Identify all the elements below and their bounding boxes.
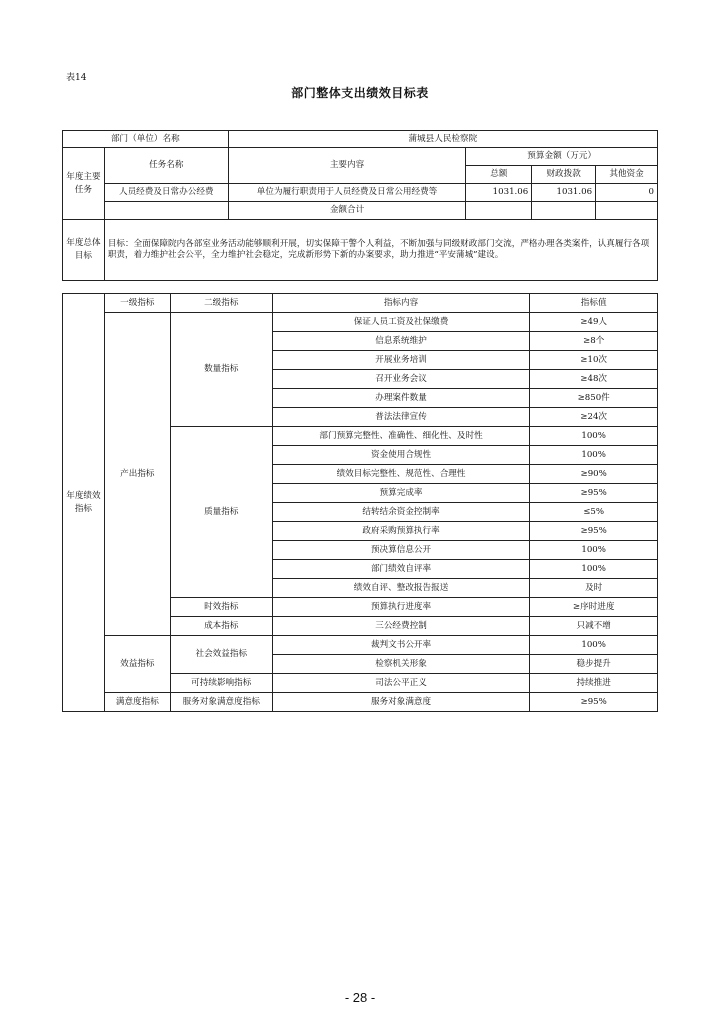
indicator-content: 部门预算完整性、准确性、细化性、及时性	[272, 427, 530, 446]
indicator-content: 信息系统维护	[272, 332, 530, 351]
page-title: 部门整体支出绩效目标表	[291, 86, 429, 100]
indicator-content: 保证人员工资及社保缴费	[272, 313, 530, 332]
table-row	[63, 636, 658, 655]
indicator-content: 召开业务会议	[272, 370, 530, 389]
indicator-content: 检察机关形象	[272, 655, 530, 674]
indicator-content: 司法公平正义	[272, 674, 530, 693]
level2-timeliness: 时效指标	[170, 598, 272, 617]
indicator-value: ≥8个	[530, 332, 658, 351]
dept-name-label: 部门（单位）名称	[63, 131, 229, 148]
indicator-content: 裁判文书公开率	[272, 636, 530, 655]
indicator-content: 预算完成率	[272, 484, 530, 503]
indicator-content: 部门绩效自评率	[272, 560, 530, 579]
indicator-value: 持续推进	[530, 674, 658, 693]
annual-task-section-label: 年度主要任务	[63, 148, 105, 220]
indicator-content: 绩效目标完整性、规范性、合理性	[272, 465, 530, 484]
level2-social: 社会效益指标	[170, 636, 272, 674]
annual-goal-text: 目标：全面保障院内各部室业务活动能够顺利开展，切实保障干警个人利益，不断加强与同级财政部门交流，严格办理各类案件，认真履行各项职责，着力维护社会公平，全力维护社会稳定，完成新形势下新的办案要求，助力推进“平安蒲城”建设。	[104, 220, 657, 281]
sum-fiscal-cell	[532, 202, 596, 220]
indicator-value: ≥850件	[530, 389, 658, 408]
indicator-value: 100%	[530, 636, 658, 655]
indicator-value: ≥90%	[530, 465, 658, 484]
sum-empty-cell	[104, 202, 228, 220]
indicator-content: 资金使用合规性	[272, 446, 530, 465]
level2-service: 服务对象满意度指标	[170, 693, 272, 712]
task-name-header: 任务名称	[104, 148, 228, 184]
indicator-value: ≥10次	[530, 351, 658, 370]
task-row	[63, 184, 658, 202]
value-header: 指标值	[530, 294, 658, 313]
annual-goal-section-label: 年度总体目标	[63, 220, 105, 281]
indicator-content: 政府采购预算执行率	[272, 522, 530, 541]
level1-output: 产出指标	[104, 313, 170, 636]
sum-total-cell	[466, 202, 532, 220]
indicator-value: 稳步提升	[530, 655, 658, 674]
indicator-value: ≤5%	[530, 503, 658, 522]
sum-label-cell: 金额合计	[228, 202, 466, 220]
indicator-value: ≥24次	[530, 408, 658, 427]
task-fiscal-cell: 1031.06	[532, 184, 596, 202]
total-header: 总额	[466, 166, 532, 184]
sum-other-cell	[596, 202, 658, 220]
table-row	[63, 313, 658, 332]
indicator-content: 预决算信息公开	[272, 541, 530, 560]
content-header: 指标内容	[272, 294, 530, 313]
indicator-value: ≥49人	[530, 313, 658, 332]
indicator-content: 绩效自评、整改报告报送	[272, 579, 530, 598]
level2-sustainable: 可持续影响指标	[170, 674, 272, 693]
indicator-table	[62, 293, 658, 712]
indicator-value: 只减不增	[530, 617, 658, 636]
indicator-header-row	[63, 294, 658, 313]
page-label: 表14	[66, 73, 87, 83]
indicator-content: 普法法律宣传	[272, 408, 530, 427]
fiscal-header: 财政拨款	[532, 166, 596, 184]
indicator-value: 及时	[530, 579, 658, 598]
level2-quality: 质量指标	[170, 427, 272, 598]
budget-amount-header: 预算金额（万元）	[466, 148, 658, 166]
indicator-content: 结转结余资金控制率	[272, 503, 530, 522]
indicator-content: 办理案件数量	[272, 389, 530, 408]
indicator-content: 三公经费控制	[272, 617, 530, 636]
level2-header: 二级指标	[170, 294, 272, 313]
level2-quantity: 数量指标	[170, 313, 272, 427]
indicator-value: 100%	[530, 427, 658, 446]
table-row	[63, 693, 658, 712]
other-funds-header: 其他资金	[596, 166, 658, 184]
indicator-value: ≥95%	[530, 522, 658, 541]
dept-name-value: 蒲城县人民检察院	[228, 131, 657, 148]
task-content-cell: 单位为履行职责用于人员经费及日常公用经费等	[228, 184, 466, 202]
task-total-cell: 1031.06	[466, 184, 532, 202]
indicator-value: ≥95%	[530, 484, 658, 503]
task-name-cell: 人员经费及日常办公经费	[104, 184, 228, 202]
indicator-content: 开展业务培训	[272, 351, 530, 370]
indicator-content: 预算执行进度率	[272, 598, 530, 617]
level1-header: 一级指标	[104, 294, 170, 313]
indicator-value: ≥95%	[530, 693, 658, 712]
indicator-value: 100%	[530, 446, 658, 465]
indicator-content: 服务对象满意度	[272, 693, 530, 712]
indicator-value: ≥48次	[530, 370, 658, 389]
task-table	[62, 130, 658, 281]
task-other-cell: 0	[596, 184, 658, 202]
level1-benefit: 效益指标	[104, 636, 170, 693]
level2-cost: 成本指标	[170, 617, 272, 636]
indicator-value: 100%	[530, 560, 658, 579]
level1-satisfaction: 满意度指标	[104, 693, 170, 712]
indicator-value: ≥序时进度	[530, 598, 658, 617]
indicator-value: 100%	[530, 541, 658, 560]
main-content-header: 主要内容	[228, 148, 466, 184]
indicator-section-label: 年度绩效指标	[63, 294, 105, 712]
page-number: - 28 -	[344, 990, 376, 1005]
